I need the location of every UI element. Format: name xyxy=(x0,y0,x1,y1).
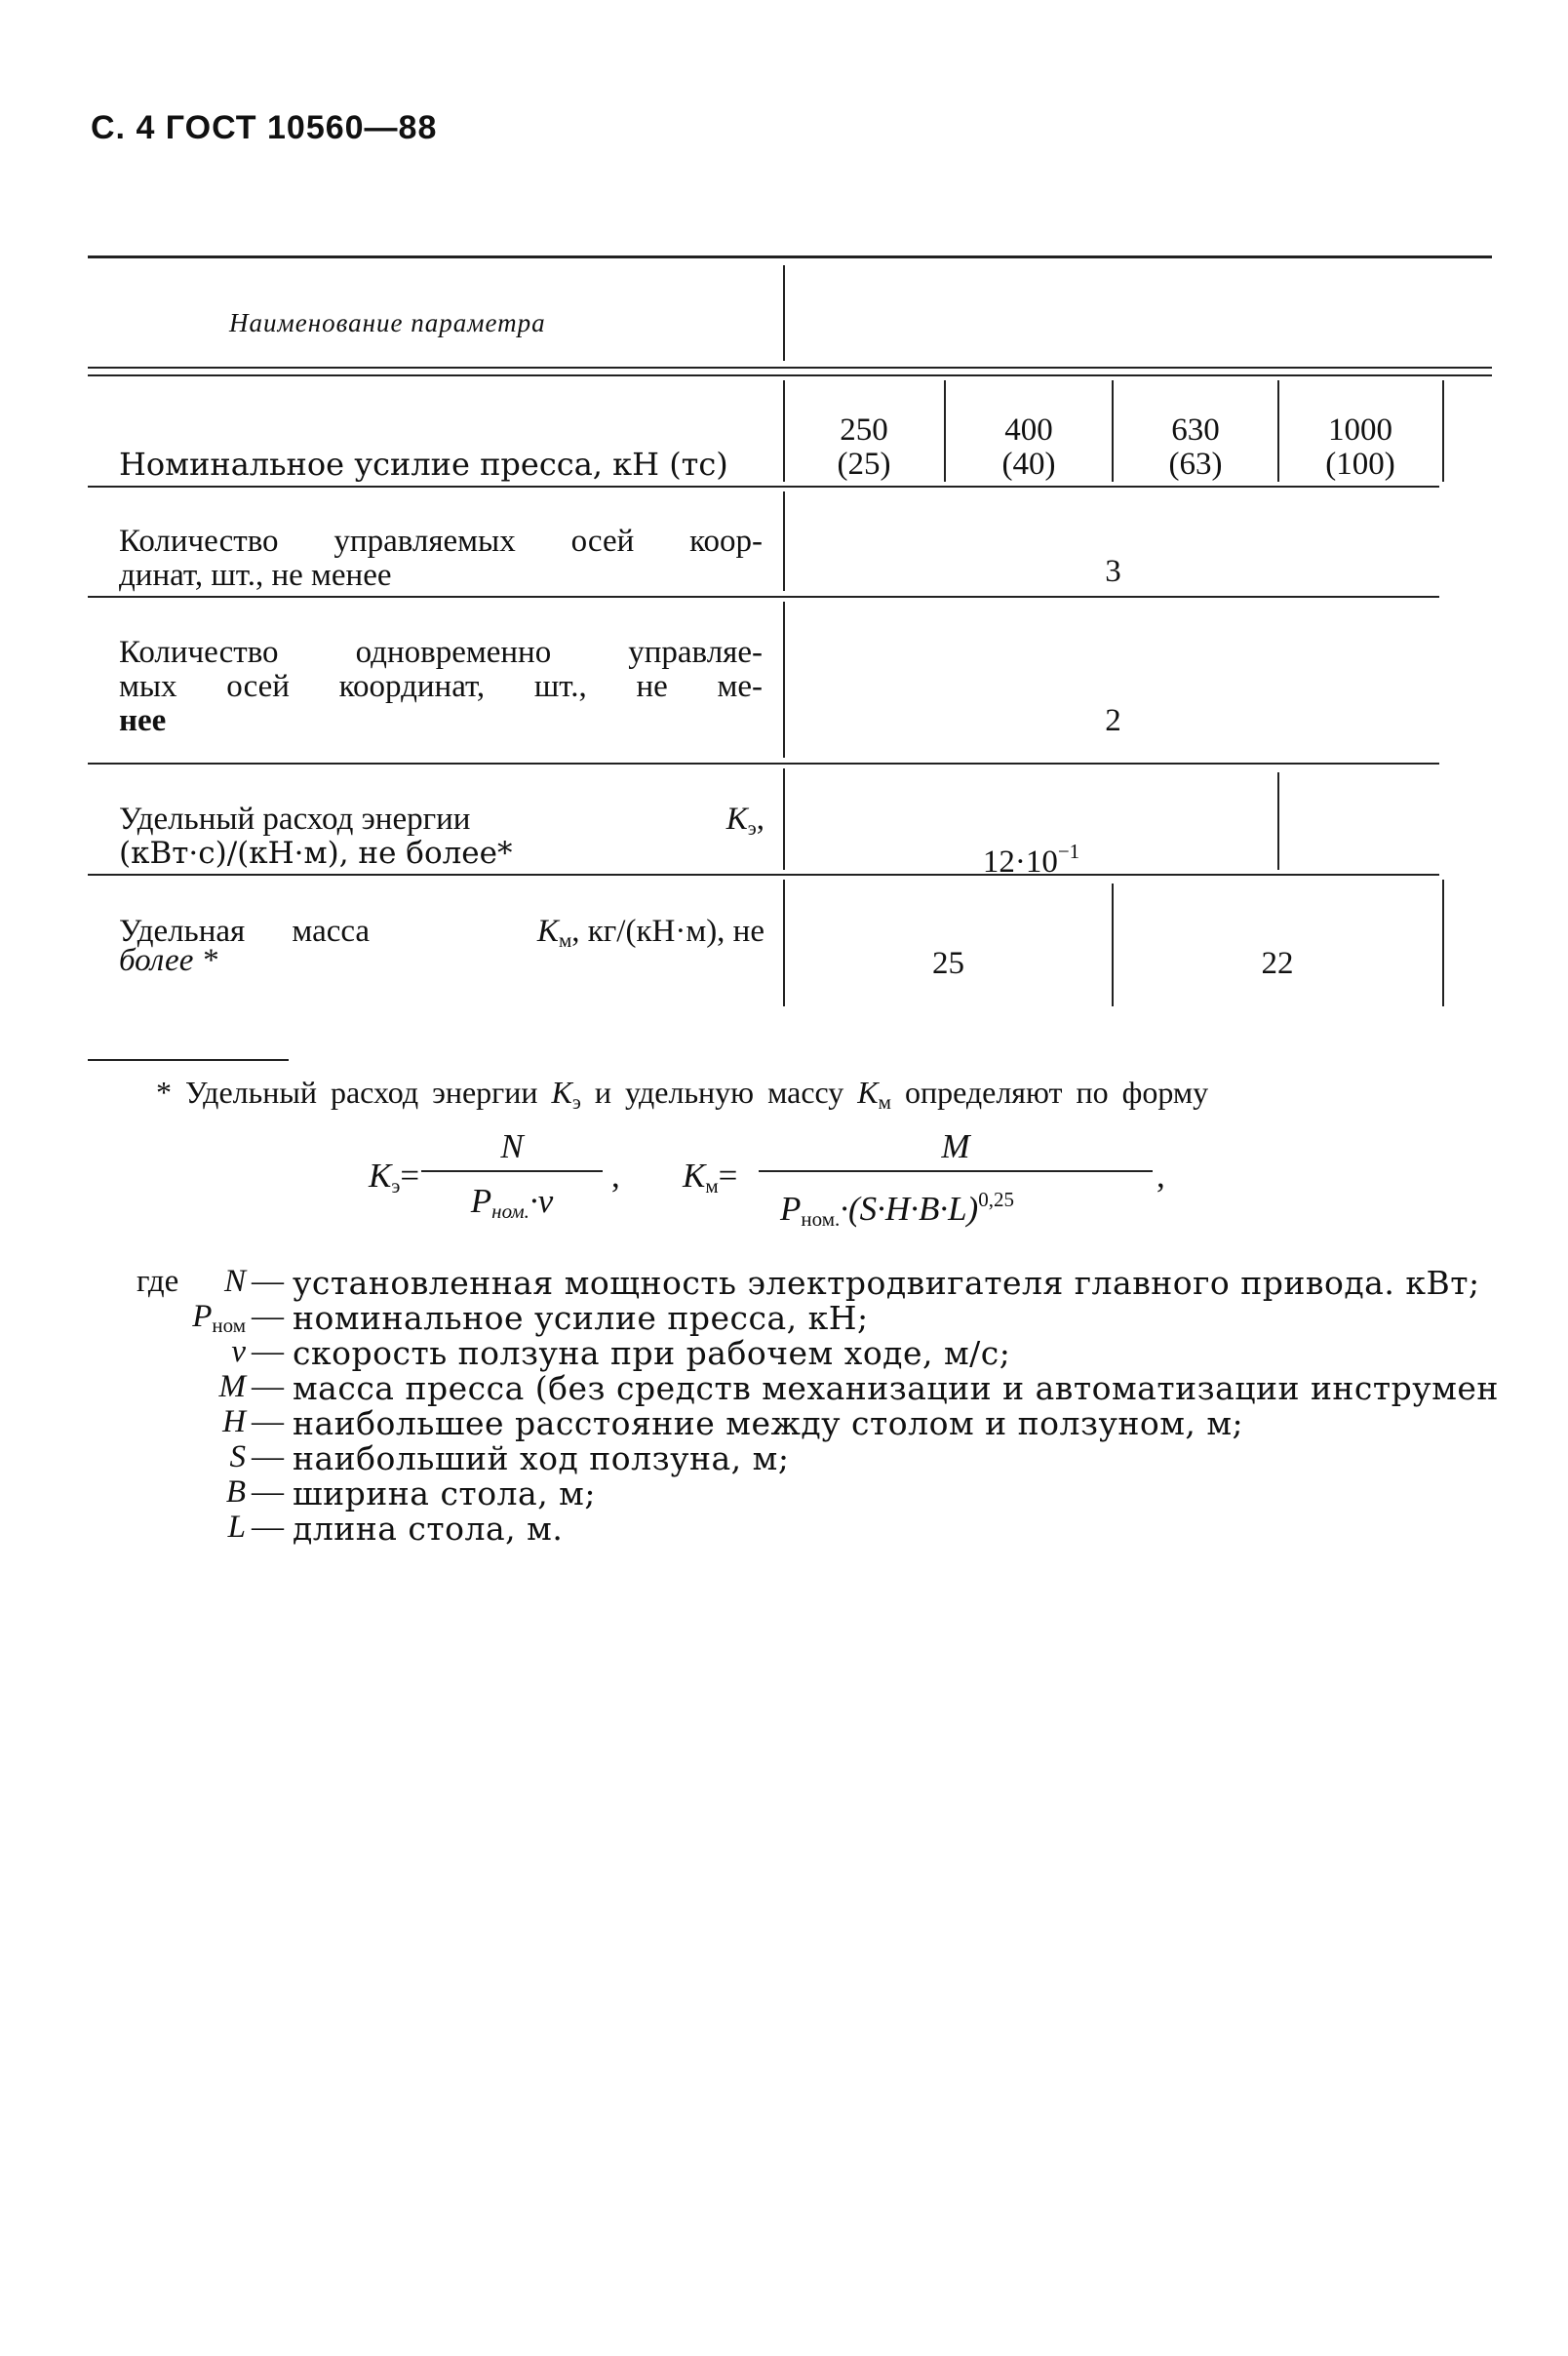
row-energy-value: $12\cdot 10^{-1}$ xyxy=(982,840,1080,880)
footnote-separator xyxy=(88,1059,289,1061)
force-kn-250: 250 xyxy=(840,412,888,448)
page-header: С. 4 ГОСТ 10560—88 xyxy=(91,109,438,146)
force-kn-630: 630 xyxy=(1171,412,1220,448)
row-mass-value-left: 25 xyxy=(932,946,964,981)
row-sim-axes-label-1: Количество одновременно управляе- xyxy=(119,635,763,670)
table-header-label: Наименование параметра xyxy=(229,308,546,337)
row-mass-label-2: более * xyxy=(119,943,218,978)
force-tc-40: (40) xyxy=(1001,447,1056,482)
force-kn-400: 400 xyxy=(1004,412,1053,448)
force-tc-25: (25) xyxy=(837,447,891,482)
row-sim-axes-label-2: мых осей координат, шт., не ме- xyxy=(119,669,763,704)
definitions-where: где xyxy=(137,1264,179,1299)
row-sim-axes-label-3: нее xyxy=(119,703,167,738)
force-tc-100: (100) xyxy=(1325,447,1395,482)
force-kn-1000: 1000 xyxy=(1328,412,1392,448)
row-mass-value-right: 22 xyxy=(1261,946,1294,981)
row-axes-value: 3 xyxy=(1105,554,1121,589)
footnote: * Удельный расход энергии $K_э$ и удельную массу $K_м$ определяют по форму xyxy=(156,1075,1209,1114)
force-tc-63: (63) xyxy=(1168,447,1223,482)
row-energy-label-1: Удельный расход энергии $K_э$, xyxy=(119,802,764,840)
row-energy-label-2: (кВт·с)/(кН·м), не более* xyxy=(119,836,513,871)
row-sim-axes-value: 2 xyxy=(1105,703,1121,738)
row-axes-label-2: динат, шт., не менее xyxy=(119,558,392,593)
row-force-label: Номинальное усилие пресса, кН (тс) xyxy=(119,446,728,483)
row-axes-label-1: Количество управляемых осей коор- xyxy=(119,524,763,559)
row-mass-label-1: Удельная масса $K_м$, кг/(кН·м), не xyxy=(119,914,764,952)
